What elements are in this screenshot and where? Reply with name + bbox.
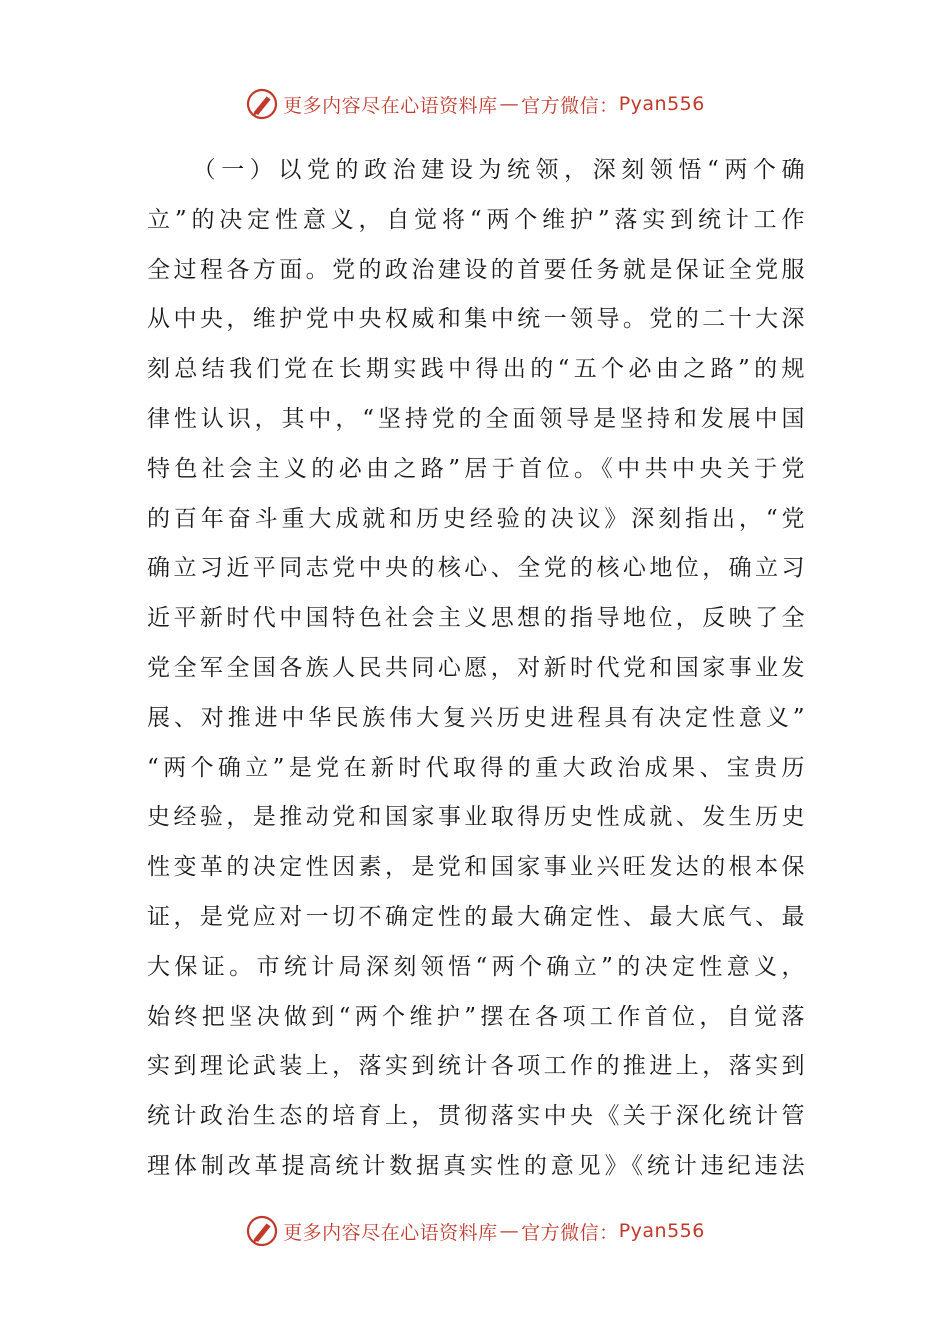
text-line-6: 律性认识，其中，“坚持党的全面领导是坚持和发展中国 <box>147 405 805 432</box>
pen-logo-icon <box>245 87 279 121</box>
watermark-dash: — <box>499 93 520 115</box>
text-line-5: 刻总结我们党在长期实践中得出的“五个必由之路”的规 <box>147 356 805 383</box>
text-line-21: 理体制改革提高统计数据真实性的意见》《统计违纪违法 <box>147 1152 805 1179</box>
watermark-dash: — <box>499 1220 520 1242</box>
text-line-8: 的百年奋斗重大成就和历史经验的决议》深刻指出，“党 <box>147 505 805 532</box>
text-line-18: 始终把坚决做到“两个维护”摆在各项工作首位，自觉落 <box>147 1003 805 1030</box>
text-line-4: 从中央，维护党中央权威和集中统一领导。党的二十大深 <box>147 306 805 333</box>
watermark-account: Pyan556 <box>618 93 705 115</box>
text-line-13: “两个确立”是党在新时代取得的重大政治成果、宝贵历 <box>147 754 805 781</box>
text-line-11: 党全军全国各族人民共同心愿，对新时代党和国家事业发 <box>147 654 805 681</box>
text-line-10: 近平新时代中国特色社会主义思想的指导地位，反映了全 <box>147 605 805 632</box>
watermark-sub-text: 官方微信： <box>521 94 619 117</box>
watermark-footer <box>0 1211 950 1251</box>
text-line-14: 史经验，是推动党和国家事业取得历史性成就、发生历史 <box>147 804 805 831</box>
pen-logo-icon <box>245 1214 279 1248</box>
text-line-1: （一）以党的政治建设为统领，深刻领悟“两个确 <box>147 157 805 183</box>
text-line-7: 特色社会主义的必由之路”居于首位。《中共中央关于党 <box>147 455 805 482</box>
text-line-17: 大保证。市统计局深刻领悟“两个确立”的决定性意义， <box>147 953 805 980</box>
watermark-account: Pyan556 <box>618 1220 705 1242</box>
watermark-main-text: 更多内容尽在心语资料库 <box>283 94 498 117</box>
text-line-16: 证，是党应对一切不确定性的最大确定性、最大底气、最 <box>147 903 805 930</box>
text-line-15: 性变革的决定性因素，是党和国家事业兴旺发达的根本保 <box>147 854 805 881</box>
document-body <box>147 146 805 1194</box>
text-line-12: 展、对推进中华民族伟大复兴历史进程具有决定性意义” <box>147 704 805 731</box>
text-line-2: 立”的决定性意义，自觉将“两个维护”落实到统计工作 <box>147 206 805 233</box>
text-line-3: 全过程各方面。党的政治建设的首要任务就是保证全党服 <box>147 256 805 283</box>
text-line-9: 确立习近平同志党中央的核心、全党的核心地位，确立习 <box>147 555 805 582</box>
watermark-sub-text: 官方微信： <box>521 1221 619 1244</box>
watermark-header <box>0 84 950 124</box>
text-line-20: 统计政治生态的培育上，贯彻落实中央《关于深化统计管 <box>147 1103 805 1130</box>
text-line-19: 实到理论武装上，落实到统计各项工作的推进上，落实到 <box>147 1053 805 1080</box>
watermark-main-text: 更多内容尽在心语资料库 <box>283 1221 498 1244</box>
